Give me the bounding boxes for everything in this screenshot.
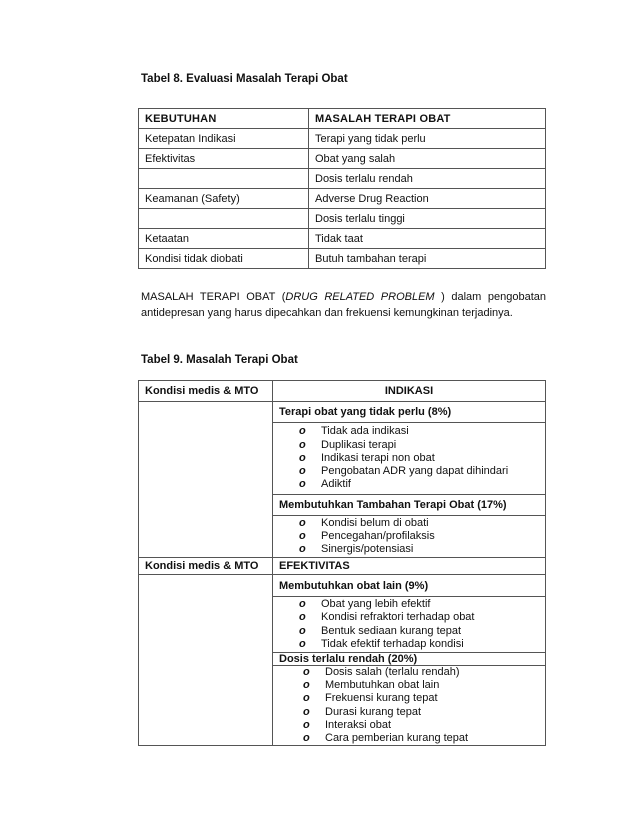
table-row <box>139 149 546 169</box>
table8-header-kebutuhan: KEBUTUHAN <box>139 109 309 129</box>
table8-cell: Terapi yang tidak perlu <box>309 129 546 149</box>
list-item: o Duplikasi terapi <box>299 439 539 452</box>
table8-cell: Ketepatan Indikasi <box>139 129 309 149</box>
table8-cell <box>139 209 309 229</box>
list-item: o Adiktif <box>299 478 539 491</box>
section4-list <box>279 666 539 745</box>
table8-cell: Butuh tambahan terapi <box>309 249 546 269</box>
paragraph-drp <box>141 289 546 321</box>
section3-list-cell <box>273 597 546 653</box>
list-item: o Durasi kurang tepat <box>303 706 539 719</box>
table8-cell: Tidak taat <box>309 229 546 249</box>
table-row <box>139 229 546 249</box>
table8-cell <box>139 169 309 189</box>
section2-list <box>279 517 539 557</box>
table9 <box>138 380 546 746</box>
table9-header-efektivitas: EFEKTIVITAS <box>273 558 546 575</box>
table8-cell: Adverse Drug Reaction <box>309 189 546 209</box>
table8-cell: Efektivitas <box>139 149 309 169</box>
list-item: o Interaksi obat <box>303 719 539 732</box>
paragraph-suffix: ) dalam pengobatan antidepresan yang harus dipecahkan dan frekuensi kemungkinan terjadinya. <box>141 291 546 319</box>
section4-list-cell <box>273 666 546 746</box>
list-item: o Indikasi terapi non obat <box>299 452 539 465</box>
table9-header-left: Kondisi medis & MTO <box>139 381 273 402</box>
list-item: o Tidak efektif terhadap kondisi <box>299 638 539 651</box>
section1-list <box>279 425 539 491</box>
table8-cell: Dosis terlalu rendah <box>309 169 546 189</box>
table8-cell: Ketaatan <box>139 229 309 249</box>
section1-list-cell <box>273 423 546 495</box>
table9-header2-left: Kondisi medis & MTO <box>139 558 273 575</box>
table8-cell: Kondisi tidak diobati <box>139 249 309 269</box>
table-row <box>139 209 546 229</box>
section2-title: Membutuhkan Tambahan Terapi Obat (17%) <box>273 495 546 516</box>
list-item: o Tidak ada indikasi <box>299 425 539 438</box>
list-item: o Sinergis/potensiasi <box>299 543 539 556</box>
table8-cell: Keamanan (Safety) <box>139 189 309 209</box>
table8-header-masalah: MASALAH TERAPI OBAT <box>309 109 546 129</box>
list-item: o Pencegahan/profilaksis <box>299 530 539 543</box>
table9-empty-cell <box>139 402 273 558</box>
section3-list <box>279 598 539 651</box>
table8 <box>138 108 546 269</box>
table8-cell: Obat yang salah <box>309 149 546 169</box>
table8-caption: Tabel 8. Evaluasi Masalah Terapi Obat <box>141 73 348 85</box>
table-row <box>139 189 546 209</box>
list-item: o Membutuhkan obat lain <box>303 679 539 692</box>
section1-title: Terapi obat yang tidak perlu (8%) <box>273 402 546 423</box>
list-item: o Pengobatan ADR yang dapat dihindari <box>299 465 539 478</box>
list-item: o Dosis salah (terlalu rendah) <box>303 666 539 679</box>
list-item: o Cara pemberian kurang tepat <box>303 732 539 745</box>
table8-cell: Dosis terlalu tinggi <box>309 209 546 229</box>
list-item: o Kondisi belum di obati <box>299 517 539 530</box>
table-row <box>139 169 546 189</box>
table9-empty-cell-2 <box>139 575 273 746</box>
section2-list-cell <box>273 516 546 558</box>
table9-header2-row <box>139 558 546 575</box>
table9-header-indikasi: INDIKASI <box>273 381 546 402</box>
section4-title: Dosis terlalu rendah (20%) <box>273 653 546 666</box>
table9-header-row <box>139 381 546 402</box>
paragraph-prefix: MASALAH TERAPI OBAT ( <box>141 291 286 303</box>
table-row <box>139 575 546 597</box>
paragraph-italic: DRUG RELATED PROBLEM <box>285 291 435 303</box>
list-item: o Bentuk sediaan kurang tepat <box>299 625 539 638</box>
table-row <box>139 402 546 423</box>
table-row <box>139 129 546 149</box>
table9-caption: Tabel 9. Masalah Terapi Obat <box>141 354 298 366</box>
table-row <box>139 249 546 269</box>
table8-header-row <box>139 109 546 129</box>
list-item: o Obat yang lebih efektif <box>299 598 539 611</box>
list-item: o Frekuensi kurang tepat <box>303 692 539 705</box>
section3-title: Membutuhkan obat lain (9%) <box>273 575 546 597</box>
list-item: o Kondisi refraktori terhadap obat <box>299 611 539 624</box>
